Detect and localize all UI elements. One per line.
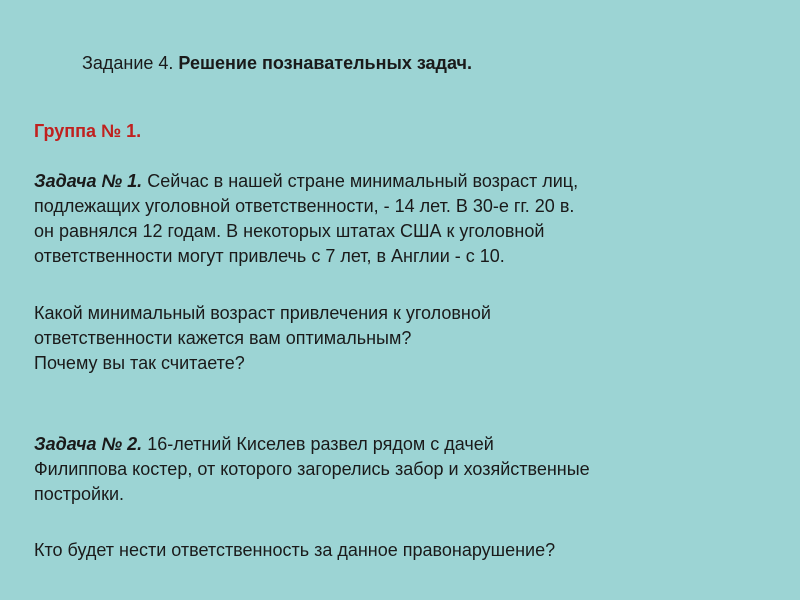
task1-line-4: ответственности могут привлечь с 7 лет, в Англии - с 10.: [34, 246, 505, 266]
task1-line-2: подлежащих уголовной ответственности, - 14 лет. В 30-е гг. 20 в.: [34, 196, 575, 216]
group-heading: Группа № 1.: [34, 121, 142, 141]
task2-line-3: постройки.: [34, 484, 125, 504]
task2-line-2: Филиппова костер, от которого загорелись забор и хозяйственные: [34, 459, 590, 479]
task1-line-1: [34, 169, 578, 194]
task2-line-1-text: 16-летний Киселев развел рядом с дачей: [142, 434, 494, 454]
task2-question-line-1: Кто будет нести ответственность за данное правонарушение?: [34, 540, 556, 560]
title-prefix: Задание 4.: [82, 53, 179, 73]
title-bold: Решение познавательных задач.: [178, 53, 472, 73]
task1-question-line-2: ответственности кажется вам оптимальным?: [34, 328, 412, 348]
task1-line-1-text: Сейчас в нашей стране минимальный возраст лиц,: [142, 171, 579, 191]
task1-question-line-1: Какой минимальный возраст привлечения к уголовной: [34, 303, 491, 323]
task1-label: Задача № 1.: [34, 171, 143, 191]
task2-text: [34, 432, 590, 507]
task1-line-3: он равнялся 12 годам. В некоторых штатах США к уголовной: [34, 221, 545, 241]
task1-text: [34, 169, 578, 269]
task2-line-1: [34, 432, 590, 457]
task1-question-line-3: Почему вы так считаете?: [34, 353, 245, 373]
task1-question: [34, 301, 491, 376]
task2-label: Задача № 2.: [34, 434, 143, 454]
task2-question: [34, 538, 555, 563]
slide-title: [82, 53, 472, 74]
